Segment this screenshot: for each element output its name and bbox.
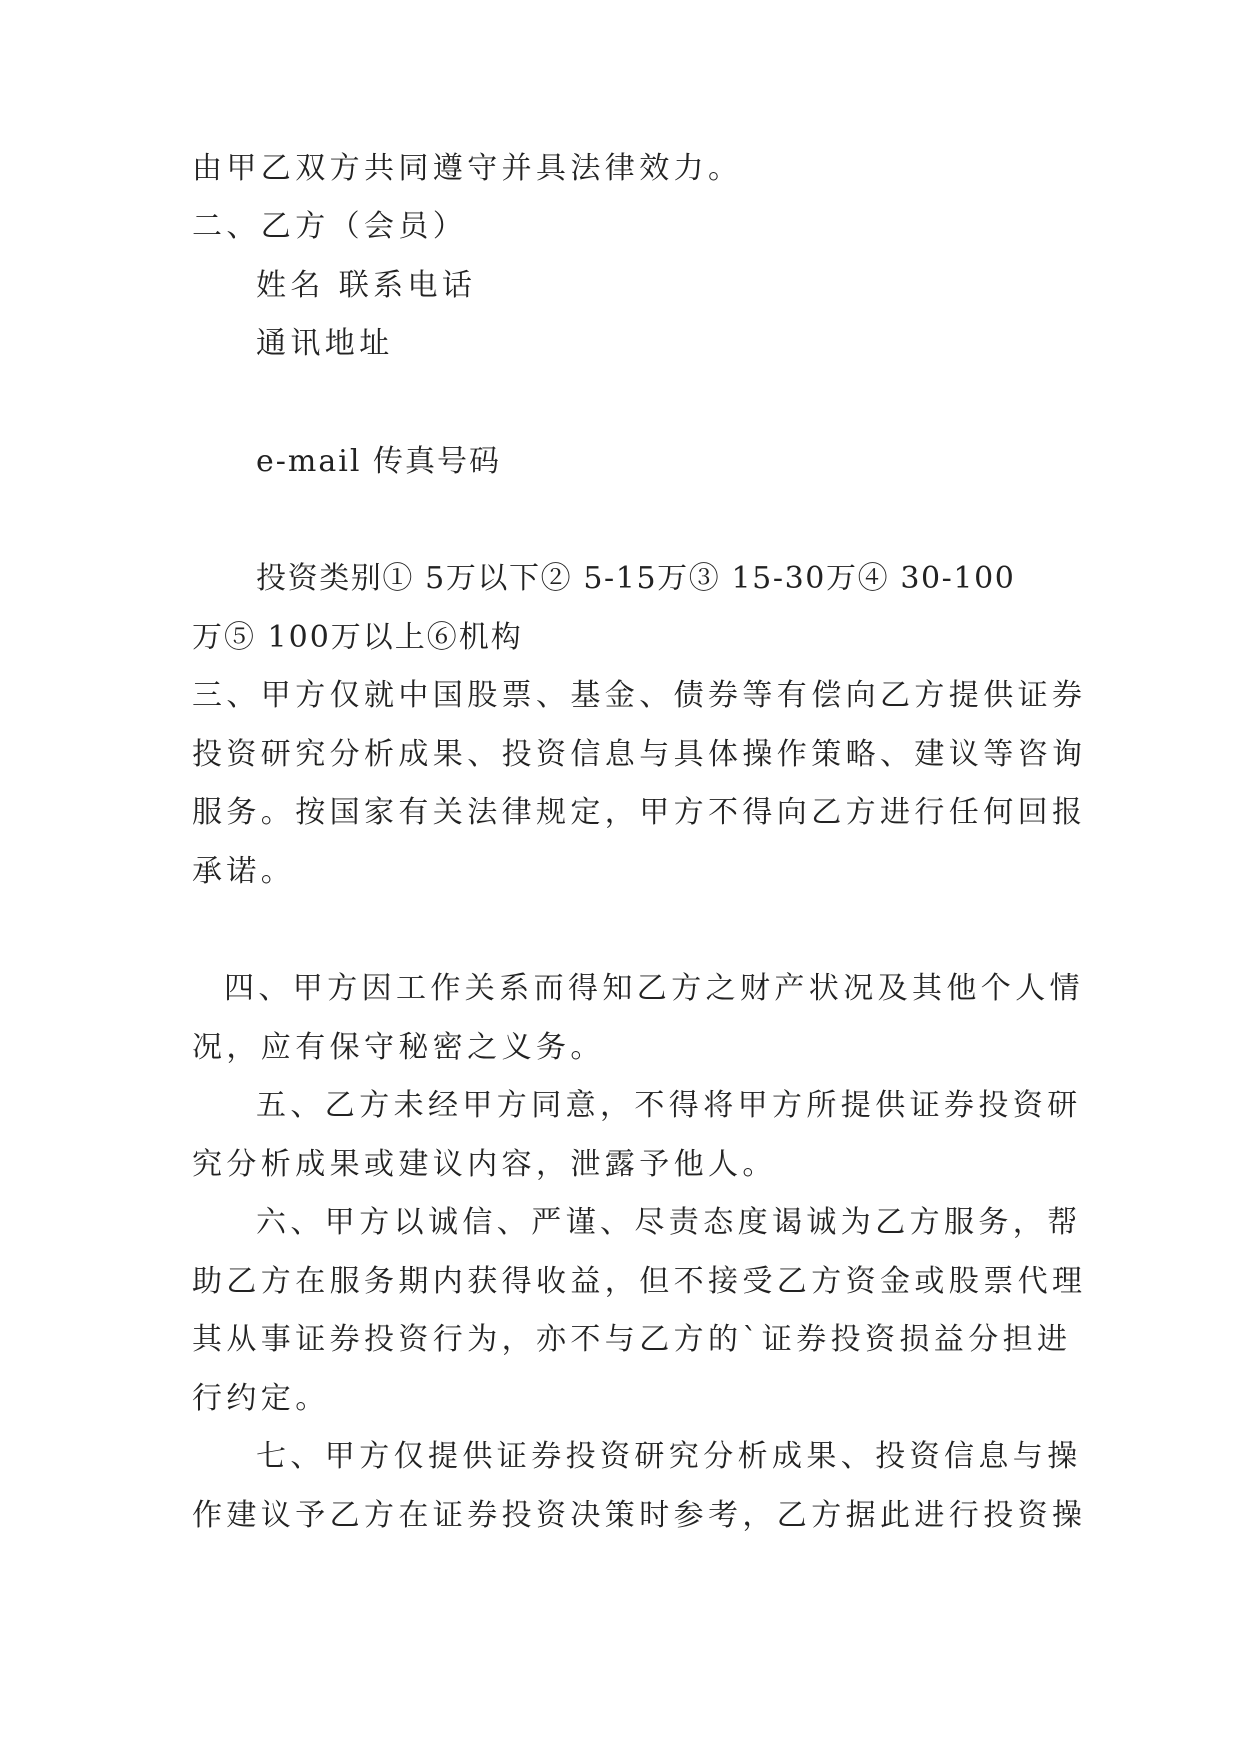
form-field-line: 姓名 联系电话 xyxy=(256,268,477,303)
text-line: 行约定。 xyxy=(192,1381,330,1416)
text-line: 由甲乙双方共同遵守并具法律效力。 xyxy=(192,151,743,186)
text-line: 五、乙方未经甲方同意，不得将甲方所提供证券投资研 xyxy=(256,1088,1082,1123)
text-line: 三、甲方仅就中国股票、基金、债券等有偿向乙方提供证券 xyxy=(192,678,1087,713)
text-line: 其从事证券投资行为，亦不与乙方的`证券投资损益分担进 xyxy=(192,1322,1072,1357)
text-line: 服务。按国家有关法律规定，甲方不得向乙方进行任何回报 xyxy=(192,795,1087,830)
text-line: 作建议予乙方在证券投资决策时参考，乙方据此进行投资操 xyxy=(192,1498,1087,1533)
text-line: 六、甲方以诚信、严谨、尽责态度谒诚为乙方服务，帮 xyxy=(256,1205,1082,1240)
investment-category-line: 万⑤ 100万以上⑥机构 xyxy=(192,620,523,655)
text-line: 四、甲方因工作关系而得知乙方之财产状况及其他个人情 xyxy=(224,971,1084,1006)
text-line: 七、甲方仅提供证券投资研究分析成果、投资信息与操 xyxy=(256,1439,1082,1474)
text-line: 究分析成果或建议内容，泄露予他人。 xyxy=(192,1147,777,1182)
form-field-line: e-mail 传真号码 xyxy=(256,444,501,479)
text-line: 投资研究分析成果、投资信息与具体操作策略、建议等咨询 xyxy=(192,737,1087,772)
text-line: 承诺。 xyxy=(192,854,296,889)
text-line: 况，应有保守秘密之义务。 xyxy=(192,1030,605,1065)
investment-category-line: 投资类别① 5万以下② 5-15万③ 15-30万④ 30-100 xyxy=(256,561,1016,596)
text-line: 助乙方在服务期内获得收益，但不接受乙方资金或股票代理 xyxy=(192,1264,1087,1299)
form-field-line: 通讯地址 xyxy=(256,326,394,361)
section-heading: 二、乙方（会员） xyxy=(192,209,468,244)
